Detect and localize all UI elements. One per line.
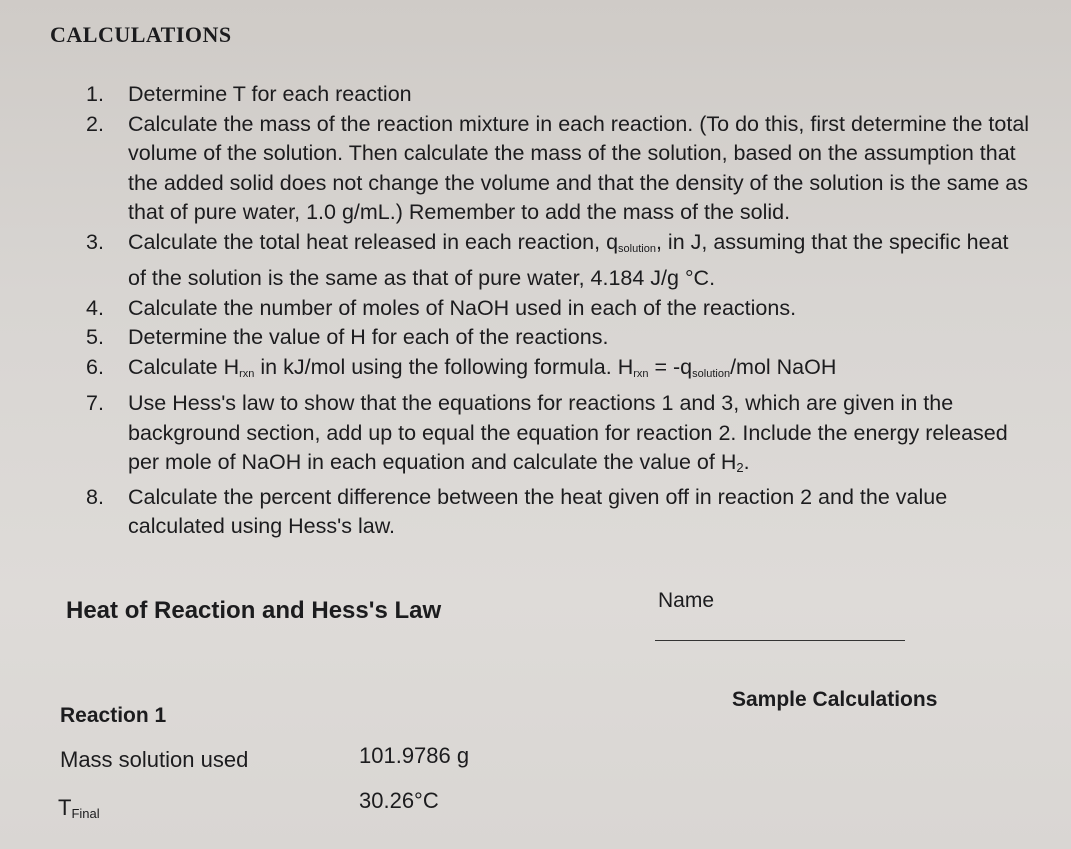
list-item (86, 323, 1031, 353)
step-text: Calculate the percent difference between the heat given off in reaction 2 and the value calculated using Hess's law. (128, 484, 948, 538)
list-item (86, 353, 1031, 390)
name-blank-line[interactable] (655, 640, 905, 641)
step-text: Calculate the mass of the reaction mixture in each reaction. (To do this, first determine the total volume of the solution. Then calculate the mass of the solution, based on the assumption that the added solid does not change the volume and that the density of the solution is the same as that of pure water, 1.0 g/mL.) Remember to add the mass of the solid. (128, 111, 1030, 224)
step-number: 4. (86, 295, 104, 320)
list-item (86, 389, 1031, 483)
list-item (86, 80, 1031, 110)
section-title: CALCULATIONS (50, 22, 232, 47)
step-text: Calculate the number of moles of NaOH used in each of the reactions. (128, 295, 797, 320)
step-number: 8. (86, 484, 104, 509)
t-final-label: TFinal (58, 795, 100, 821)
mass-solution-value: 101.9786 g (359, 743, 470, 768)
name-label: Name (658, 589, 715, 612)
step-number: 5. (86, 325, 104, 349)
mass-solution-label: Mass solution used (60, 747, 249, 772)
list-item (86, 228, 1031, 294)
list-item (86, 294, 1031, 324)
step-number: 2. (86, 111, 104, 136)
list-item (86, 483, 1031, 542)
step-number: 3. (86, 229, 104, 254)
list-item (86, 110, 1031, 228)
step-text: Determine the value of H for each of the reactions. (128, 325, 609, 349)
step-text: Use Hess's law to show that the equations for reactions 1 and 3, which are given in the background section, add up to equal the equation for reaction 2. Include the energy released per mole of NaOH in each equation and calculate the value of H2. (128, 391, 1008, 475)
step-text: Calculate $H_{rxn}$ in kJ/mol using the following formula. $H_{rxn} = -q_{solution}/mol$ NaOH (128, 354, 837, 380)
step-number: 1. (86, 82, 104, 106)
step-number: 7. (86, 391, 104, 415)
t-final-value: 30.26°C (359, 788, 439, 813)
calculation-steps-list (86, 80, 1031, 542)
step-text: Determine T for each reaction (128, 82, 412, 106)
step-number: 6. (86, 354, 104, 379)
step-text: Calculate the total heat released in each reaction, $q_{solution}$, in J, assuming that the specific heat of the solution is the same as that of pure water, 4.184 J/g °C. (128, 229, 1009, 290)
reaction-1-label: Reaction 1 (60, 704, 167, 727)
sample-calculations-label: Sample Calculations (732, 688, 938, 711)
worksheet-heading: Heat of Reaction and Hess's Law (66, 597, 442, 624)
